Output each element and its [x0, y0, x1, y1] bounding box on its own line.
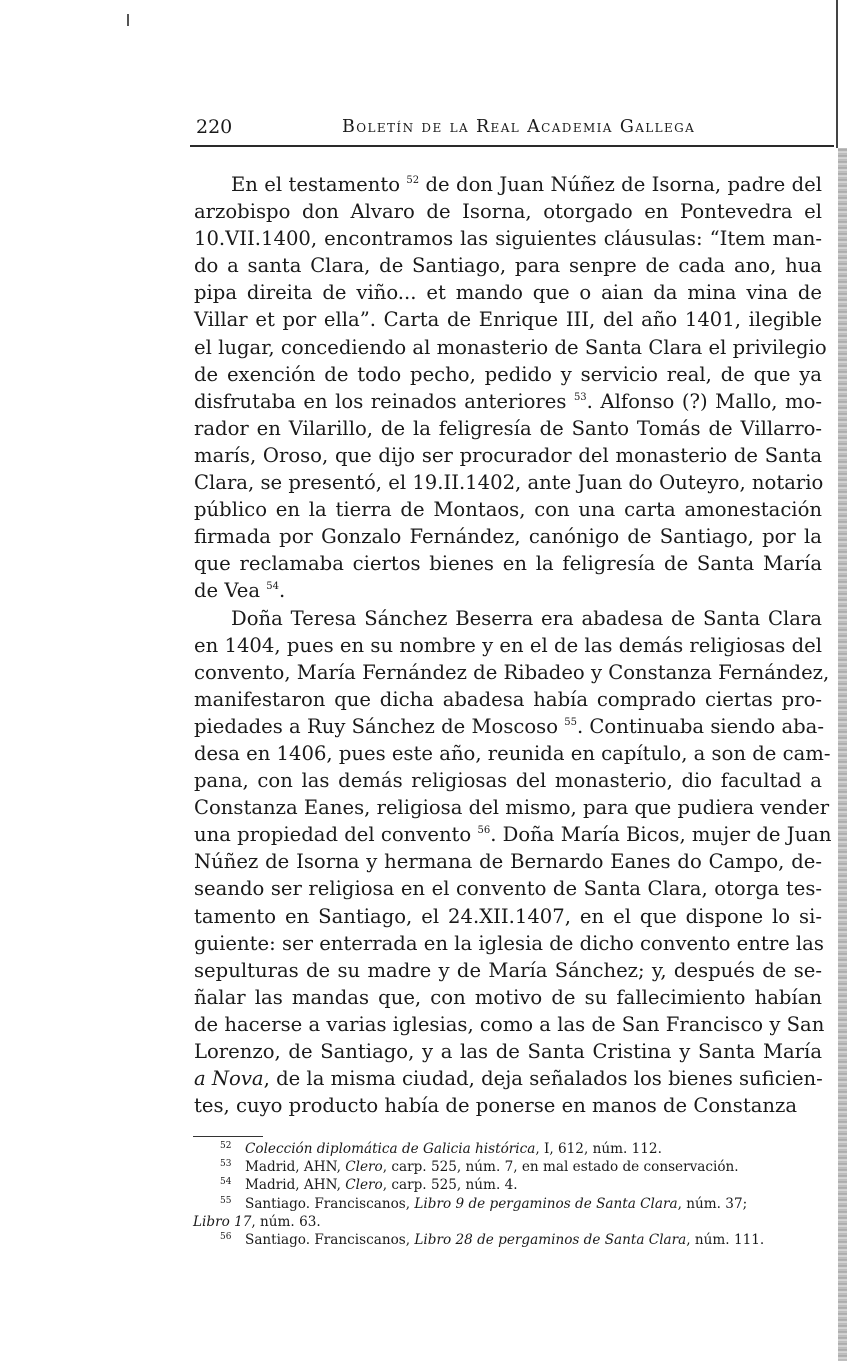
footnote-ref: 54 — [266, 581, 279, 593]
text-line — [194, 334, 827, 361]
text-segment: tamento en Santiago, el 24.XII.1407, en el que dispone lo si- — [194, 904, 822, 928]
text-segment: En el testamento — [231, 173, 407, 196]
text-line — [194, 767, 822, 794]
footnote-pre: Madrid, AHN, — [245, 1159, 346, 1176]
footnote-pre: Madrid, AHN, — [245, 1177, 346, 1194]
text-line — [194, 1092, 822, 1119]
footnote-pre: Santiago. Franciscanos, — [245, 1232, 415, 1249]
text-segment: una propiedad del convento — [194, 823, 478, 847]
text-segment: sepulturas de su madre y de María Sánchez; y, después de se- — [194, 958, 822, 982]
text-segment: do a santa Clara, de Santiago, para senpre de cada ano, hua — [194, 254, 822, 278]
text-segment: disfrutaba en los reinados anteriores — [194, 389, 574, 413]
text-line — [194, 171, 822, 198]
footnote-ref: 55 — [564, 716, 577, 728]
text-segment: . Continuaba siendo aba- — [576, 714, 824, 738]
text-line — [194, 659, 830, 686]
text-segment: Clara, se presentó, el 19.II.1402, ante Juan do Outeyro, notario — [194, 471, 824, 495]
footnotes — [193, 1140, 823, 1249]
text-segment: desa en 1406, pues este año, reunida en capítulo, a son de cam- — [194, 741, 831, 765]
scan-mark — [127, 14, 129, 26]
text-segment: . Doña María Bicos, mujer de Juan — [490, 823, 832, 847]
text-line — [194, 605, 822, 632]
page-edge-line — [836, 0, 838, 148]
text-line — [194, 225, 822, 252]
paragraph-1 — [194, 171, 827, 605]
text-segment: guiente: ser enterrada en la iglesia de dicho convento entre las — [194, 931, 824, 955]
text-line — [194, 442, 822, 469]
footnote-text — [193, 1213, 321, 1231]
text-segment: tes, cuyo producto había de ponerse en manos de Constanza — [194, 1094, 798, 1118]
text-line — [194, 848, 822, 875]
text-segment: público en la tierra de Montaos, con una carta amonestación — [194, 498, 822, 522]
footnote — [193, 1176, 823, 1194]
text-segment: . Alfonso (?) Mallo, mo- — [586, 389, 822, 413]
text-segment: rador en Vilarillo, de la feligresía de Santo Tomás de Villarro- — [194, 416, 822, 440]
page-header — [196, 116, 834, 146]
text-segment: ñalar las mandas que, con motivo de su fallecimiento habían — [194, 985, 822, 1009]
text-segment: en 1404, pues en su nombre y en el de las demás religiosas del — [194, 633, 822, 657]
footnote-text — [221, 1158, 739, 1176]
footnote-title: Colección diplomática de Galicia histórica — [245, 1141, 536, 1157]
text-segment: marís, Oroso, que dijo ser procurador del monasterio de Santa — [194, 443, 822, 467]
footnote-ref: 52 — [406, 175, 420, 186]
text-line — [194, 279, 822, 306]
footnote-rest: , I, 612, núm. 112. — [535, 1141, 662, 1157]
text-segment: convento, María Fernández de Ribadeo y Constanza Fernández, — [194, 660, 830, 684]
text-segment: manifestaron que dicha abadesa había comprado ciertas pro- — [194, 687, 822, 711]
text-line — [194, 903, 822, 930]
footnote-rest: , carp. 525, núm. 7, en mal estado de conservación. — [382, 1159, 739, 1176]
text-segment: firmada por Gonzalo Fernández, canónigo de Santiago, por la — [194, 525, 822, 549]
footnote-number: 53 — [220, 1159, 232, 1170]
text-line — [194, 794, 830, 821]
text-segment: . — [278, 579, 286, 603]
text-line — [194, 1065, 822, 1092]
text-line — [194, 469, 822, 496]
footnote-number: 55 — [220, 1195, 232, 1206]
text-segment: de exención de todo pecho, pedido y servicio real, de que ya — [194, 362, 822, 386]
footnote — [193, 1195, 823, 1213]
running-title: Boletín de la Real Academia Gallega — [342, 117, 696, 137]
text-segment: , de la misma ciudad, deja señalados los bienes suficien- — [263, 1067, 823, 1091]
footnote-rest: , núm. 63. — [251, 1213, 321, 1230]
text-segment: seando ser religiosa en el convento de Santa Clara, otorga tes- — [194, 877, 822, 901]
footnote-text — [221, 1176, 518, 1194]
page-number: 220 — [196, 116, 233, 138]
footnote-title: Clero — [345, 1159, 383, 1176]
text-line — [194, 1038, 822, 1065]
text-segment: Villar et por ella”. Carta de Enrique III, del año 1401, ilegible — [194, 308, 822, 332]
footnote — [193, 1158, 823, 1176]
text-line — [194, 198, 822, 225]
text-segment: 10.VII.1400, encontramos las siguientes cláusulas: “Item man- — [194, 227, 822, 251]
footnote-text — [221, 1140, 662, 1158]
text-segment: pana, con las demás religiosas del monasterio, dio facultad a — [194, 769, 822, 793]
text-line — [194, 1011, 825, 1038]
footnote — [193, 1213, 823, 1231]
footnote-rest: , núm. 37; — [677, 1195, 748, 1212]
text-segment: de don Juan Núñez de Isorna, padre del — [419, 173, 822, 196]
footnote-text — [221, 1195, 747, 1213]
text-line — [194, 252, 822, 279]
footnote-title: Libro 17 — [193, 1213, 252, 1230]
text-segment: Núñez de Isorna y hermana de Bernardo Eanes do Campo, de- — [194, 850, 822, 874]
text-line — [194, 388, 822, 415]
paragraph-2 — [194, 605, 832, 1120]
text-segment: Doña Teresa Sánchez Beserra era abadesa de Santa Clara — [231, 606, 822, 630]
footnote-text — [221, 1231, 764, 1249]
header-rule — [190, 145, 834, 147]
footnote-title: Libro 9 de pergaminos de Santa Clara — [414, 1195, 678, 1212]
text-line — [194, 550, 822, 577]
footnote-pre: Santiago. Franciscanos, — [245, 1195, 415, 1212]
text-line — [194, 686, 822, 713]
footnote-title: Libro 28 de pergaminos de Santa Clara — [414, 1232, 687, 1249]
italic-text: a Nova — [194, 1067, 264, 1091]
text-segment: Constanza Eanes, religiosa del mismo, para que pudiera vender — [194, 796, 830, 820]
text-segment: arzobispo don Alvaro de Isorna, otorgado en Pontevedra el — [194, 200, 822, 224]
text-line — [194, 957, 822, 984]
text-segment: de Vea — [194, 579, 267, 603]
footnote — [193, 1231, 823, 1249]
text-segment: que reclamaba ciertos bienes en la feligresía de Santa María — [194, 552, 822, 576]
text-segment: pipa direita de viño... et mando que o aian da mina vina de — [194, 281, 822, 305]
text-line — [194, 361, 822, 388]
footnote-rest: , carp. 525, núm. 4. — [382, 1177, 518, 1194]
text-line — [194, 306, 822, 333]
text-segment: Lorenzo, de Santiago, y a las de Santa Cristina y Santa María — [194, 1040, 822, 1063]
footnote — [193, 1140, 823, 1158]
text-line — [194, 577, 822, 604]
text-line — [194, 821, 832, 848]
footnote-number: 56 — [220, 1232, 232, 1243]
page-edge-shadow — [838, 148, 847, 1361]
text-line — [194, 496, 822, 523]
body-text — [194, 171, 832, 1119]
text-line — [194, 930, 822, 957]
text-segment: de hacerse a varias iglesias, como a las de San Francisco y San — [194, 1012, 825, 1036]
footnote-rest: , núm. 111. — [686, 1232, 765, 1249]
text-segment: piedades a Ruy Sánchez de Moscoso — [194, 714, 565, 738]
text-line — [194, 415, 822, 442]
text-line — [194, 875, 822, 902]
text-line — [194, 713, 822, 740]
footnote-title: Clero — [345, 1177, 383, 1194]
footnote-number: 52 — [220, 1141, 232, 1151]
footnote-number: 54 — [220, 1177, 232, 1188]
text-line — [194, 740, 831, 767]
footnote-ref: 53 — [573, 391, 587, 403]
footnote-ref: 56 — [477, 825, 491, 837]
text-line — [194, 523, 822, 550]
text-line — [194, 632, 822, 659]
text-segment: el lugar, concediendo al monasterio de Santa Clara el privilegio — [194, 335, 827, 359]
text-line — [194, 984, 822, 1011]
